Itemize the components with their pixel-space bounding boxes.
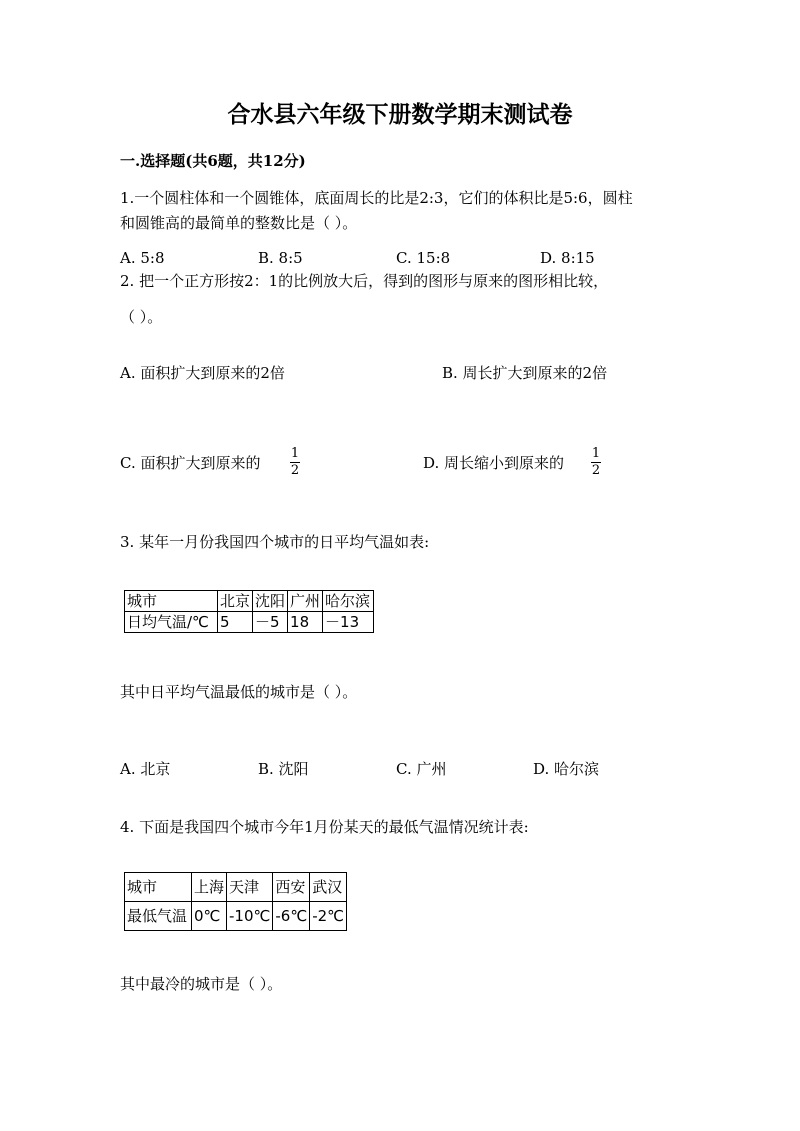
- table-cell: 0℃: [192, 902, 227, 931]
- fraction-numerator: 1: [290, 446, 300, 461]
- question-3-option-d: D. 哈尔滨: [533, 760, 600, 778]
- question-4-line-2: 其中最冷的城市是（ ）。: [120, 975, 283, 993]
- question-2-line-1: 2. 把一个正方形按2：1的比例放大后，得到的图形与原来的图形相比较，: [120, 272, 609, 290]
- table-cell: 18: [288, 612, 323, 633]
- city-temperature-table: [124, 590, 374, 633]
- question-3-line-1: 3. 某年一月份我国四个城市的日平均气温如表:: [120, 533, 430, 551]
- question-3-option-b: B. 沈阳: [258, 760, 309, 778]
- question-1-option-b: B. 8:5: [258, 249, 303, 267]
- question-3-line-2: 其中日平均气温最低的城市是（ ）。: [120, 683, 358, 701]
- table-cell: －13: [323, 612, 374, 633]
- fraction-denominator: 2: [591, 463, 601, 478]
- table-cell: 最低气温: [125, 902, 192, 931]
- page-title: 合水县六年级下册数学期末测试卷: [227, 101, 573, 128]
- table-cell: 天津: [227, 873, 273, 902]
- question-2-option-d: D. 周长缩小到原来的: [423, 454, 565, 472]
- table-cell: 5: [218, 612, 253, 633]
- question-1-line-1: 1.一个圆柱体和一个圆锥体，底面周长的比是2:3，它们的体积比是5:6，圆柱: [120, 189, 633, 207]
- table-cell: 日均气温/℃: [125, 612, 218, 633]
- table-cell: 北京: [218, 591, 253, 612]
- table-cell: 城市: [125, 591, 218, 612]
- table-cell: 广州: [288, 591, 323, 612]
- question-2-option-b: B. 周长扩大到原来的2倍: [442, 364, 608, 382]
- table-cell: －5: [253, 612, 288, 633]
- table-cell: 沈阳: [253, 591, 288, 612]
- table-row: [125, 591, 374, 612]
- table-cell: 西安: [273, 873, 310, 902]
- table-cell: 武汉: [310, 873, 347, 902]
- table-cell: 城市: [125, 873, 192, 902]
- table-row: [125, 612, 374, 633]
- table-row: [125, 902, 347, 931]
- lowest-temperature-table: [124, 872, 347, 931]
- question-4-line-1: 4. 下面是我国四个城市今年1月份某天的最低气温情况统计表:: [120, 818, 529, 836]
- question-3-option-a: A. 北京: [120, 760, 171, 778]
- question-2-option-d-fraction: [591, 447, 601, 478]
- table-row: [125, 873, 347, 902]
- question-1-option-d: D. 8:15: [540, 249, 595, 267]
- table-cell: -6℃: [273, 902, 310, 931]
- question-1-option-c: C. 15:8: [396, 249, 451, 267]
- section-heading: 一.选择题(共6题，共12分): [120, 152, 306, 170]
- question-2-option-a: A. 面积扩大到原来的2倍: [120, 364, 285, 382]
- table-cell: 哈尔滨: [323, 591, 374, 612]
- fraction-numerator: 1: [591, 446, 601, 461]
- table-cell: 上海: [192, 873, 227, 902]
- table-cell: -10℃: [227, 902, 273, 931]
- table-cell: -2℃: [310, 902, 347, 931]
- question-2-line-2: （ ）。: [120, 308, 163, 326]
- question-1-option-a: A. 5:8: [120, 249, 165, 267]
- fraction-denominator: 2: [290, 463, 300, 478]
- question-1-line-2: 和圆锥高的最简单的整数比是（ ）。: [120, 214, 358, 232]
- question-3-option-c: C. 广州: [396, 760, 447, 778]
- question-2-option-c-fraction: [290, 447, 300, 478]
- question-2-option-c: C. 面积扩大到原来的: [120, 454, 261, 472]
